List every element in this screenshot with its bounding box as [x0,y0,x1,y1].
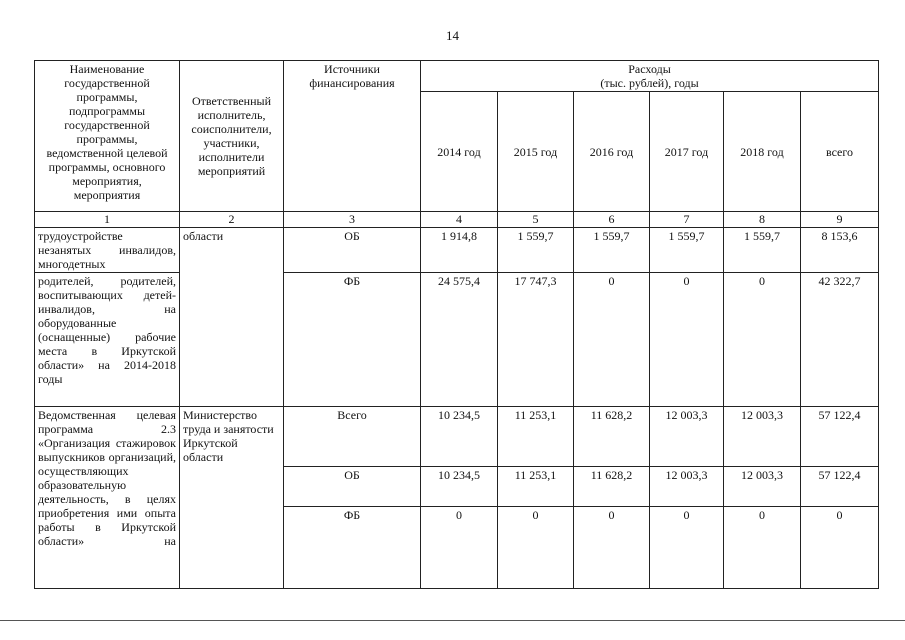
page-number: 14 [446,28,459,43]
value-cell: 17 747,3 [498,273,574,407]
value-cell: 8 153,6 [801,228,879,273]
header-executor: Ответственный исполнитель, соисполнители, участники, исполнители мероприятий [180,61,284,212]
value-cell: 1 559,7 [650,228,724,273]
value-cell: 1 914,8 [421,228,498,273]
value-cell: 12 003,3 [650,407,724,467]
value-cell: 11 628,2 [574,467,650,507]
value-cell: 1 559,7 [498,228,574,273]
header-expenses-unit: (тыс. рублей), годы [600,76,699,90]
program-name-cell: родителей, родителей, воспитывающих детей-инвалидов, на оборудованные (оснащенные) рабочие места в Иркутской области» на 2014-2018 годы [35,273,180,407]
header-year-2018: 2018 год [724,92,801,212]
value-cell: 0 [724,273,801,407]
header-source: Источники финансирования [284,61,421,212]
column-number: 8 [724,212,801,228]
value-cell: 0 [724,507,801,589]
column-number: 6 [574,212,650,228]
value-cell: 12 003,3 [724,467,801,507]
value-cell: 0 [574,507,650,589]
value-cell: 57 122,4 [801,467,879,507]
source-cell: ОБ [284,467,421,507]
column-number: 3 [284,212,421,228]
page-bottom-rule [0,620,905,621]
source-cell: ФБ [284,507,421,589]
column-number-row [35,212,879,228]
header-year-2015: 2015 год [498,92,574,212]
value-cell: 1 559,7 [724,228,801,273]
header-year-2016: 2016 год [574,92,650,212]
value-cell: 0 [421,507,498,589]
value-cell: 57 122,4 [801,407,879,467]
header-expenses-title: Расходы [628,62,671,76]
value-cell: 42 322,7 [801,273,879,407]
column-number: 7 [650,212,724,228]
value-cell: 10 234,5 [421,407,498,467]
value-cell: 12 003,3 [724,407,801,467]
column-number: 4 [421,212,498,228]
value-cell: 0 [498,507,574,589]
table-row [35,273,879,407]
header-year-2014: 2014 год [421,92,498,212]
value-cell: 11 253,1 [498,467,574,507]
value-cell: 12 003,3 [650,467,724,507]
value-cell: 24 575,4 [421,273,498,407]
source-cell: ОБ [284,228,421,273]
program-name-cell: Ведомственная целевая программа 2.3 «Организация стажировок выпускников организаций, осуществляющих образовательную деятельность, в целях приобретения ими опыта работы в Иркутской области» на [35,407,180,589]
executor-cell: области [180,228,284,407]
source-cell: Всего [284,407,421,467]
value-cell: 1 559,7 [574,228,650,273]
header-expenses [421,61,879,92]
value-cell: 11 628,2 [574,407,650,467]
column-number: 5 [498,212,574,228]
table-row [35,228,879,273]
header-program: Наименование государственной программы, подпрограммы государственной программы, ведомственной целевой программы, основного мероприятия, мероприятия [35,61,180,212]
value-cell: 0 [801,507,879,589]
value-cell: 0 [574,273,650,407]
column-number: 2 [180,212,284,228]
value-cell: 11 253,1 [498,407,574,467]
column-number: 9 [801,212,879,228]
column-number: 1 [35,212,180,228]
budget-table [34,60,879,589]
value-cell: 10 234,5 [421,467,498,507]
table-row [35,407,879,467]
source-cell: ФБ [284,273,421,407]
value-cell: 0 [650,273,724,407]
header-year-2017: 2017 год [650,92,724,212]
header-total: всего [801,92,879,212]
value-cell: 0 [650,507,724,589]
program-name-cell: трудоустройстве незанятых инвалидов, многодетных [35,228,180,273]
executor-cell: Министерство труда и занятости Иркутской области [180,407,284,589]
